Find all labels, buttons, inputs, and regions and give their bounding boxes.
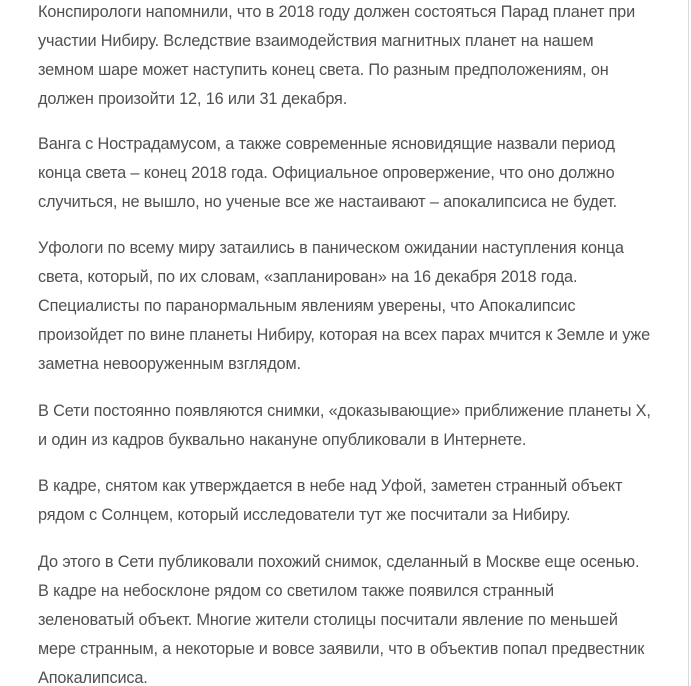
paragraph-line: случиться, не вышло, но ученые все же настаивают – апокалипсиса не будет.: [38, 193, 617, 211]
paragraph-line: участии Нибиру. Вследствие взаимодействия магнитных планет на нашем: [38, 32, 594, 50]
paragraph-ufa: [38, 472, 678, 530]
paragraph-line: До этого в Сети публиковали похожий снимок, сделанный в Москве еще осенью.: [38, 553, 640, 571]
paragraph-line: В кадре, снятом как утверждается в небе над Уфой, заметен странный объект: [38, 477, 623, 495]
paragraph-line: Апокалипсиса.: [38, 669, 148, 686]
paragraph-line: Ванга с Нострадамусом, а также современные ясновидящие назвали период: [38, 135, 615, 153]
paragraph-line: заметна невооруженным взглядом.: [38, 355, 301, 373]
paragraph-line: должен произойти 12, 16 или 31 декабря.: [38, 90, 348, 108]
paragraph-parad-planet: [38, 0, 678, 114]
paragraph-line: земном шаре может наступить конец света. По разным предположениям, он: [38, 61, 609, 79]
paragraph-moscow: [38, 548, 678, 686]
paragraph-vanga: [38, 130, 678, 217]
paragraph-line: В Сети постоянно появляются снимки, «доказывающие» приближение планеты Х,: [38, 402, 651, 420]
paragraph-line: мере странным, а некоторые и вовсе заявили, что в объектив попал предвестник: [38, 640, 645, 658]
paragraph-line: и один из кадров буквально накануне опубликовали в Интернете.: [38, 431, 527, 449]
paragraph-line: зеленоватый объект. Многие жители столицы посчитали явление по меньшей: [38, 611, 618, 629]
paragraph-line: В кадре на небосклоне рядом со светилом также появился странный: [38, 582, 554, 600]
paragraph-line: Специалисты по паранормальным явлениям уверены, что Апокалипсис: [38, 297, 576, 315]
paragraph-ufologists: [38, 234, 678, 379]
content-border: [688, 0, 689, 686]
paragraph-line: произойдет по вине планеты Нибиру, которая на всех парах мчится к Земле и уже: [38, 326, 651, 344]
paragraph-line: Конспирологи напомнили, что в 2018 году должен состояться Парад планет при: [38, 3, 636, 21]
paragraph-photos: [38, 397, 678, 455]
paragraph-line: Уфологи по всему миру затаились в паническом ожидании наступления конца: [38, 239, 624, 257]
paragraph-line: света, который, по их словам, «запланирован» на 16 декабря 2018 года.: [38, 268, 578, 286]
paragraph-line: рядом с Солнцем, который исследователи тут же посчитали за Нибиру.: [38, 506, 571, 524]
paragraph-line: конца света – конец 2018 года. Официальное опровержение, что оно должно: [38, 164, 615, 182]
